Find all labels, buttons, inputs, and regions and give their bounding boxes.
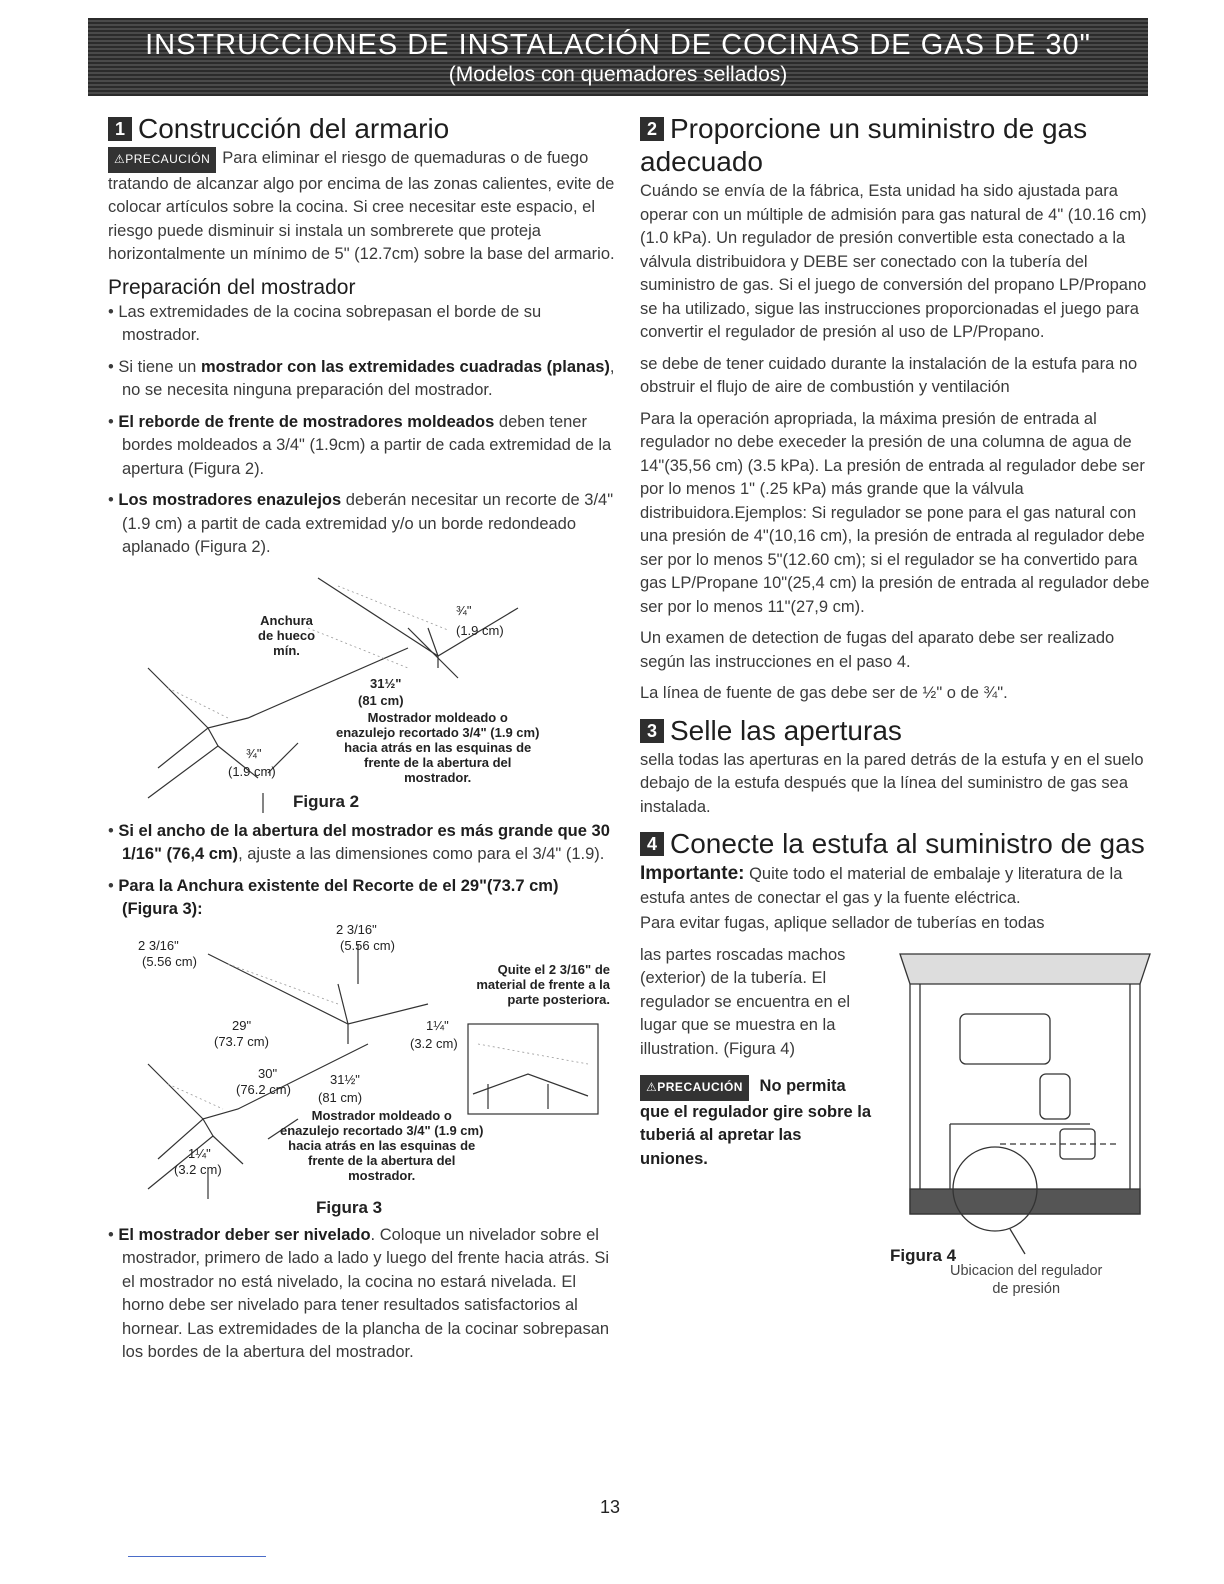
bullet-6 xyxy=(108,875,618,922)
bullet-3-bold: El reborde de frente de mostradores moldeados xyxy=(118,412,495,431)
banner-subtitle: (Modelos con quemadores sellados) xyxy=(448,63,788,86)
bullet-4-post: deberán necesitar un recorte de 3/4" (1.9 cm) a partit de cada extremidad y/o un borde redondeado aplanado (Figura 2). xyxy=(122,491,614,556)
fig3-corner-dim: 1¼" xyxy=(188,1145,211,1161)
banner-title: INSTRUCCIONES DE INSTALACIÓN DE COCINAS DE GAS DE 30" xyxy=(145,29,1091,61)
section-2-p1: Cuándo se envía de la fábrica, Esta unidad ha sido ajustada para operar con un múltiple de admisión para gas natural de 4" (10.16 cm)(1.0 kPa). Un regulador de presión convertible esta conectado a la válvula distribuidora y DEBE ser conectado con la tubería del suministro de gas. Si el juego de conversión del propano LP/Propano se ha utilizado, sigue las instrucciones proporcionadas el juego para convertir el regulador de presión al uso de LP/Propano. xyxy=(640,182,1147,341)
fig3-caption: Figura 3 xyxy=(316,1197,383,1217)
bullet-7 xyxy=(108,1224,618,1365)
right-column xyxy=(640,112,1155,1297)
warning-tag-text: PRECAUCIÓN xyxy=(125,152,211,166)
section-2-p4: Un examen de detection de fugas del aparato debe ser realizado según las instrucciones en el paso 4. xyxy=(640,629,1115,671)
section-4-lower xyxy=(640,944,1155,1297)
warning-tag-2-text: PRECAUCIÓN xyxy=(657,1080,743,1094)
warning-tag-2: ⚠PRECAUCIÓN xyxy=(640,1075,749,1101)
figure-2 xyxy=(108,568,618,820)
section-2-number: 2 xyxy=(640,117,664,141)
section-4-number: 4 xyxy=(640,832,664,856)
fig2-caption: Figura 2 xyxy=(293,791,360,811)
section-2-p2: se debe de tener cuidado durante la instalación de la estufa para no obstruir el flujo de aire de combustión y ventilación xyxy=(640,354,1138,396)
fig3-corner-dim-cm: (3.2 cm) xyxy=(174,1161,222,1177)
bullet-4-bold: Los mostradores enazulejos xyxy=(118,491,342,509)
section-1-number: 1 xyxy=(108,117,132,141)
fig4-caption: Figura 4 xyxy=(890,1245,957,1265)
bullet-7-bold: El mostrador deber ser nivelado xyxy=(118,1225,371,1244)
section-3-title: Selle las aperturas xyxy=(670,714,902,746)
footer-rule xyxy=(128,1556,266,1557)
fig3-30-dim-cm: (76.2 cm) xyxy=(236,1081,291,1097)
fig3-left-dim: 2 3/16" xyxy=(138,937,179,953)
bullet-5-bold: Si el ancho de la abertura del mostrador es más grande que 30 1/16" (76,4 cm) xyxy=(118,821,610,863)
warning-2-text: No permita que el regulador gire sobre la tuberiá al apretar las uniones. xyxy=(640,1077,872,1168)
section-4-warning xyxy=(640,1075,872,1171)
section-2-p5: La línea de fuente de gas debe ser de ½" o de ¾". xyxy=(640,684,1008,702)
section-1-intro xyxy=(108,147,618,267)
fig2-corner-dim-cm: (1.9 cm) xyxy=(228,763,276,779)
section-2-heading xyxy=(640,112,1155,178)
section-4-important xyxy=(640,862,1155,910)
section-2-p3: Para la operación apropriada, la máxima presión de entrada al regulador no debe execeder la presión de una columna de agua de 14"(35,56 cm) (3.5 kPa). La presión de entrada al regulador debe ser por lo menos 1" (.25 kPa) más grande que la válvula distribuidora.Ejemplos: Si regulador se pone para el gas natural con una presión de 4"(10,16 cm), la presión de entrada al regulador debe ser por lo menos 5"(12.60 cm); si el regulador se ha convertido para gas LP/Propane 10"(25,4 cm) la presión de entrada al regulador debe ser por lo menos 11"(27,9 cm). xyxy=(640,409,1150,616)
bullet-5-post: , ajuste a las dimensiones como para el 3/4" (1.9). xyxy=(238,845,605,863)
fig3-top-dim: 2 3/16" xyxy=(336,921,377,937)
figure-4 xyxy=(890,944,1160,1297)
fig3-29-dim: 29" xyxy=(232,1017,252,1033)
fig2-three-quarter: ¾" xyxy=(456,602,472,618)
section-3-p1: sella todas las aperturas en la pared detrás de la estufa y en el suelo debajo de la estufa después que la línea del suministro de gas sea instalada. xyxy=(640,750,1144,816)
fig2-three-quarter-cm: (1.9 cm) xyxy=(456,622,504,638)
subsection-title: Preparación del mostrador xyxy=(108,275,356,299)
bullet-2 xyxy=(108,356,618,403)
fig2-corner-dim: ¾" xyxy=(246,745,262,761)
fig4-label: Ubicacion del regulador de presión xyxy=(950,1262,1103,1297)
warning-tag: ⚠PRECAUCIÓN xyxy=(108,147,216,173)
bullet-7-post: . Coloque un nivelador sobre el mostrador, primero de lado a lado y luego del frente hacia atrás. Si el mostrador no está nivelado, la cocina no estará nivelada. El horno debe ser nivelado para tener resultados satisfactorios al hornear. Las extremidades de la plancha de la cocinar sobrepasan los bordes de la abertura del mostrador. xyxy=(122,1225,610,1361)
important-text: Quite todo el material de embalaje y literatura de la estufa antes de conectar el gas y la fuente eléctrica. xyxy=(640,865,1123,907)
intro-text: Para eliminar el riesgo de quemaduras o de fuego tratando de alcanzar algo por encima de las zonas calientes, evite de colocar artículos sobre la cocina. Si cree necesitar este espacio, el riesgo puede disminuir si instala un sombrerete que proteja horizontalmente un mínimo de 5" (12.7cm) sobre la base del armario. xyxy=(108,149,615,263)
bullet-5 xyxy=(108,820,618,867)
figure-3 xyxy=(108,921,618,1224)
bullet-2-bold: mostrador con las extremidades cuadradas (planas) xyxy=(200,357,610,376)
fig2-width-label: Anchura de hueco mín. xyxy=(258,612,316,658)
fig3-114-dim: 1¼" xyxy=(426,1017,449,1033)
header-banner xyxy=(88,18,1148,96)
bullet-3 xyxy=(108,411,618,482)
fig2-width-dim-cm: (81 cm) xyxy=(358,692,404,708)
fig3-114-dim-cm: (3.2 cm) xyxy=(410,1035,458,1051)
section-4-p3: las partes roscadas machos (exterior) de la tubería. El regulador se encuentra en el lugar que se muestra en la illustration. (Figura 4) xyxy=(640,945,851,1058)
bullet-6-bold: Para la Anchura existente del Recorte de el 29"(73.7 cm) (Figura 3): xyxy=(118,876,559,918)
fig3-31-dim-cm: (81 cm) xyxy=(318,1089,363,1105)
fig3-31-dim: 31½" xyxy=(330,1071,360,1087)
fig3-left-dim-cm: (5.56 cm) xyxy=(142,953,197,969)
figure-4-drawing xyxy=(890,944,1160,1274)
section-1-title: Construcción del armario xyxy=(138,113,450,144)
bullet-2-pre: Si tiene un xyxy=(118,357,201,376)
left-column xyxy=(108,112,618,1373)
section-4-title: Conecte la estufa al suministro de gas xyxy=(670,828,1145,859)
section-4-side-text xyxy=(640,944,872,1180)
fig3-29-dim-cm: (73.7 cm) xyxy=(214,1033,269,1049)
section-3-heading xyxy=(640,714,1155,747)
section-2-title: Proporcione un suministro de gas adecuado xyxy=(640,113,1088,177)
fig3-top-dim-cm: (5.56 cm) xyxy=(340,937,395,953)
section-4-p2: Para evitar fugas, aplique sellador de tuberías en todas xyxy=(640,914,1045,932)
bullet-1: • Las extremidades de la cocina sobrepasan el borde de su mostrador. xyxy=(108,301,618,348)
section-4-heading xyxy=(640,827,1155,860)
bullet-3-post: deben tener bordes moldeados a 3/4" (1.9cm) a partir de cada extremidad de la apertura (Figura 2). xyxy=(122,412,612,478)
fig3-note-1: Quite el 2 3/16" de material de frente a la parte posteriora. xyxy=(476,961,610,1007)
fig2-note: Mostrador moldeado o enazulejo recortado 3/4" (1.9 cm) hacia atrás en las esquinas de frente de la abertura del mostrador. xyxy=(336,709,540,785)
fig2-width-dim: 31½" xyxy=(370,675,402,691)
fig3-note-2: Mostrador moldeado o enazulejo recortado 3/4" (1.9 cm) hacia atrás en las esquinas de frente de la abertura del mostrador. xyxy=(280,1107,484,1183)
bullet-2-post: , no se necesita ninguna preparación del mostrador. xyxy=(122,357,615,399)
important-label: Importante: xyxy=(640,863,745,884)
fig3-30-dim: 30" xyxy=(258,1065,278,1081)
section-1-heading xyxy=(108,112,618,145)
bullet-4 xyxy=(108,489,618,560)
section-3-number: 3 xyxy=(640,719,664,743)
page-number: 13 xyxy=(600,1497,621,1517)
